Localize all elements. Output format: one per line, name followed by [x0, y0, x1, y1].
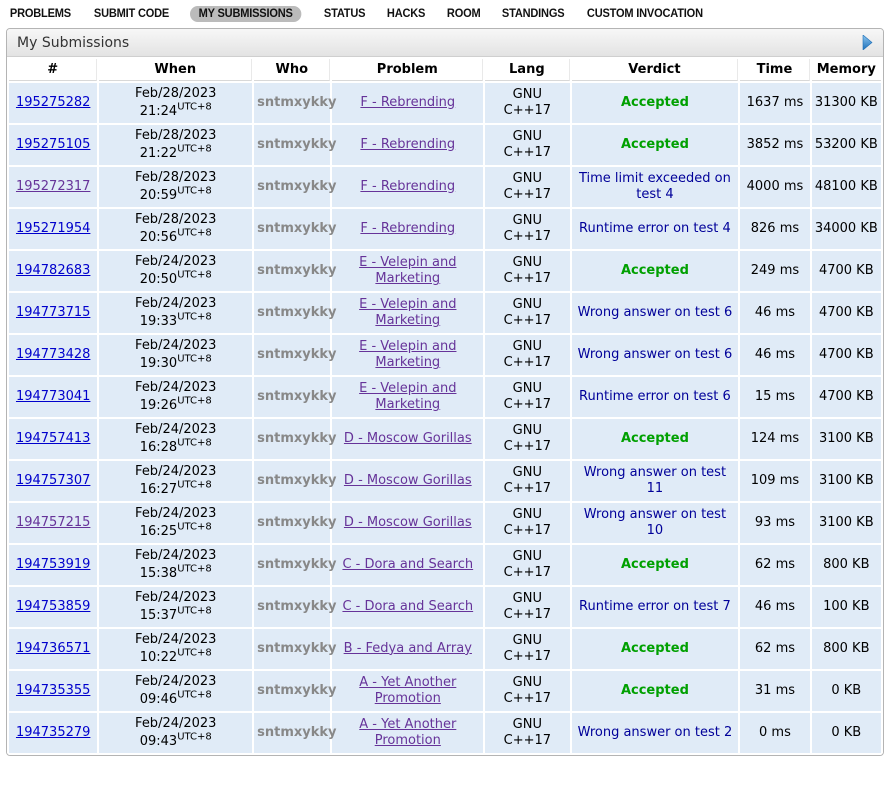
submission-lang: GNU C++17 [485, 587, 569, 627]
submission-id-link[interactable]: 194735355 [15, 682, 91, 698]
submission-lang: GNU C++17 [485, 293, 569, 333]
submission-verdict: Time limit exceeded on test 4 [578, 170, 731, 202]
submission-memory: 4700 KB [812, 335, 881, 375]
table-row [9, 335, 881, 375]
nav-tab-submit-code[interactable]: SUBMIT CODE [93, 8, 169, 20]
submission-id-link[interactable]: 194782683 [15, 262, 91, 278]
submission-exec-time: 46 ms [740, 335, 809, 375]
submission-exec-time: 4000 ms [740, 167, 809, 207]
submission-author: sntmxykky [257, 430, 337, 446]
timezone-label: UTC+8 [177, 143, 212, 155]
submission-exec-time: 249 ms [740, 251, 809, 291]
submission-author: sntmxykky [257, 640, 337, 656]
submission-id-link[interactable]: 195272317 [15, 178, 91, 194]
submission-memory: 0 KB [812, 713, 881, 753]
submission-verdict: Wrong answer on test 2 [577, 724, 733, 740]
table-header-row [9, 59, 881, 81]
submission-exec-time: 1637 ms [740, 83, 809, 123]
nav-tab-status[interactable]: STATUS [323, 8, 366, 20]
submission-time-of-day: $09:43^{UTC+8}$ [139, 731, 212, 750]
submission-time-of-day: $20:59^{UTC+8}$ [139, 185, 212, 204]
submission-when [99, 167, 252, 207]
submission-author: sntmxykky [257, 388, 337, 404]
submission-memory: 34000 KB [812, 209, 881, 249]
submission-when [99, 503, 252, 543]
submission-exec-time: 46 ms [740, 587, 809, 627]
timezone-label: UTC+8 [177, 731, 212, 743]
submission-id-link[interactable]: 195275282 [15, 94, 91, 110]
submission-id-link[interactable]: 194757307 [15, 472, 91, 488]
submission-when [99, 209, 252, 249]
problem-link[interactable]: A - Yet Another Promotion [359, 674, 457, 706]
column-header: Verdict [572, 59, 739, 81]
submission-time-of-day: $20:56^{UTC+8}$ [139, 227, 212, 246]
submission-verdict: Accepted [620, 262, 689, 278]
table-row [9, 671, 881, 711]
problem-link[interactable]: E - Velepin and Marketing [359, 380, 457, 412]
submission-when [99, 125, 252, 165]
timezone-label: UTC+8 [177, 311, 212, 323]
submission-date: Feb/24/2023 [135, 295, 217, 311]
submission-verdict: Wrong answer on test 11 [583, 464, 727, 496]
submission-author: sntmxykky [257, 262, 337, 278]
submission-date: Feb/24/2023 [135, 589, 217, 605]
table-row [9, 503, 881, 543]
submission-time-of-day: $19:26^{UTC+8}$ [139, 395, 212, 414]
submission-time-of-day: $15:38^{UTC+8}$ [139, 563, 212, 582]
submission-when [99, 629, 252, 669]
submission-time-of-day: $16:27^{UTC+8}$ [139, 479, 212, 498]
submission-time-of-day: $16:28^{UTC+8}$ [139, 437, 212, 456]
submission-id-link[interactable]: 194735279 [15, 724, 91, 740]
submission-when [99, 251, 252, 291]
submission-exec-time: 46 ms [740, 293, 809, 333]
submission-time-of-day: $15:37^{UTC+8}$ [139, 605, 212, 624]
submission-exec-time: 31 ms [740, 671, 809, 711]
submission-exec-time: 3852 ms [740, 125, 809, 165]
timezone-label: UTC+8 [177, 647, 212, 659]
submission-lang: GNU C++17 [485, 419, 569, 459]
submission-when [99, 293, 252, 333]
submission-exec-time: 0 ms [740, 713, 809, 753]
timezone-label: UTC+8 [177, 101, 212, 113]
submission-memory: 0 KB [812, 671, 881, 711]
problem-link[interactable]: F - Rebrending [360, 136, 456, 152]
submission-verdict: Accepted [620, 430, 689, 446]
submission-date: Feb/28/2023 [135, 85, 217, 101]
submission-date: Feb/28/2023 [135, 211, 217, 227]
submission-when [99, 419, 252, 459]
timezone-label: UTC+8 [177, 563, 212, 575]
submission-verdict: Accepted [620, 556, 689, 572]
problem-link[interactable]: A - Yet Another Promotion [359, 716, 457, 748]
column-header: Lang [485, 59, 569, 81]
column-header: When [99, 59, 252, 81]
table-row [9, 587, 881, 627]
submission-lang: GNU C++17 [485, 167, 569, 207]
top-navigation [0, 0, 890, 27]
nav-tab-problems[interactable]: PROBLEMS [9, 8, 71, 20]
timezone-label: UTC+8 [177, 353, 212, 365]
submission-lang: GNU C++17 [485, 503, 569, 543]
submission-author: sntmxykky [257, 598, 337, 614]
submission-lang: GNU C++17 [485, 209, 569, 249]
submission-memory: 3100 KB [812, 503, 881, 543]
submission-exec-time: 109 ms [740, 461, 809, 501]
submission-when [99, 335, 252, 375]
submission-author: sntmxykky [257, 724, 337, 740]
problem-link[interactable]: D - Moscow Gorillas [343, 514, 472, 530]
submission-id-link[interactable]: 194736571 [15, 640, 91, 656]
submission-author: sntmxykky [257, 304, 337, 320]
submission-verdict: Runtime error on test 7 [579, 598, 731, 614]
problem-link[interactable]: E - Velepin and Marketing [359, 254, 457, 286]
submission-verdict: Accepted [620, 682, 689, 698]
submission-time-of-day: $09:46^{UTC+8}$ [139, 689, 212, 708]
nav-tab-room[interactable]: ROOM [446, 8, 481, 20]
submission-date: Feb/24/2023 [135, 673, 217, 689]
submission-author: sntmxykky [257, 346, 337, 362]
submission-memory: 48100 KB [812, 167, 881, 207]
submission-id-link[interactable]: 195275105 [15, 136, 91, 152]
nav-tab-my-submissions[interactable]: MY SUBMISSIONS [190, 6, 301, 22]
submission-verdict: Wrong answer on test 6 [577, 304, 733, 320]
problem-link[interactable]: C - Dora and Search [342, 598, 474, 614]
submission-verdict: Accepted [620, 94, 689, 110]
submission-date: Feb/24/2023 [135, 463, 217, 479]
table-row [9, 377, 881, 417]
problem-link[interactable]: D - Moscow Gorillas [343, 430, 472, 446]
table-row [9, 461, 881, 501]
submission-when [99, 587, 252, 627]
problem-link[interactable]: C - Dora and Search [342, 556, 474, 572]
submission-author: sntmxykky [257, 472, 337, 488]
submission-id-link[interactable]: 194773041 [15, 388, 91, 404]
submission-lang: GNU C++17 [485, 545, 569, 585]
submission-id-link[interactable]: 195271954 [15, 220, 91, 236]
column-header: # [9, 59, 97, 81]
submission-id-link[interactable]: 194753919 [15, 556, 91, 572]
submission-verdict: Accepted [620, 640, 689, 656]
column-header: Problem [332, 59, 483, 81]
timezone-label: UTC+8 [177, 479, 212, 491]
submission-lang: GNU C++17 [485, 629, 569, 669]
timezone-label: UTC+8 [177, 269, 212, 281]
submission-when [99, 713, 252, 753]
submission-author: sntmxykky [257, 682, 337, 698]
submission-exec-time: 826 ms [740, 209, 809, 249]
submission-id-link[interactable]: 194773428 [15, 346, 91, 362]
submission-author: sntmxykky [257, 178, 337, 194]
submission-time-of-day: $10:22^{UTC+8}$ [139, 647, 212, 666]
submission-time-of-day: $19:30^{UTC+8}$ [139, 353, 212, 372]
timezone-label: UTC+8 [177, 395, 212, 407]
problem-link[interactable]: E - Velepin and Marketing [359, 338, 457, 370]
submission-memory: 4700 KB [812, 293, 881, 333]
submission-time-of-day: $20:50^{UTC+8}$ [139, 269, 212, 288]
table-row [9, 629, 881, 669]
submission-exec-time: 124 ms [740, 419, 809, 459]
submission-time-of-day: $21:24^{UTC+8}$ [139, 101, 212, 120]
column-header: Who [254, 59, 330, 81]
submission-date: Feb/24/2023 [135, 631, 217, 647]
submission-date: Feb/24/2023 [135, 505, 217, 521]
problem-link[interactable]: F - Rebrending [360, 178, 456, 194]
submission-date: Feb/24/2023 [135, 547, 217, 563]
submission-memory: 800 KB [812, 545, 881, 585]
submission-author: sntmxykky [257, 220, 337, 236]
submission-memory: 4700 KB [812, 251, 881, 291]
submission-memory: 53200 KB [812, 125, 881, 165]
table-row [9, 713, 881, 753]
submission-author: sntmxykky [257, 514, 337, 530]
timezone-label: UTC+8 [177, 521, 212, 533]
submission-time-of-day: $19:33^{UTC+8}$ [139, 311, 212, 330]
submission-when [99, 461, 252, 501]
submission-date: Feb/24/2023 [135, 421, 217, 437]
submission-lang: GNU C++17 [485, 713, 569, 753]
submission-verdict: Accepted [620, 136, 689, 152]
problem-link[interactable]: F - Rebrending [360, 94, 456, 110]
expand-arrow-icon[interactable] [862, 35, 873, 50]
submission-exec-time: 15 ms [740, 377, 809, 417]
timezone-label: UTC+8 [177, 437, 212, 449]
column-header: Memory [812, 59, 881, 81]
table-row [9, 251, 881, 291]
submission-memory: 3100 KB [812, 419, 881, 459]
nav-tab-standings[interactable]: STANDINGS [501, 8, 565, 20]
timezone-label: UTC+8 [177, 605, 212, 617]
submission-id-link[interactable]: 194773715 [15, 304, 91, 320]
submission-lang: GNU C++17 [485, 251, 569, 291]
panel-header [7, 29, 883, 57]
submission-date: Feb/24/2023 [135, 715, 217, 731]
submission-exec-time: 62 ms [740, 545, 809, 585]
submission-author: sntmxykky [257, 136, 337, 152]
my-submissions-panel [6, 28, 884, 756]
submission-date: Feb/24/2023 [135, 253, 217, 269]
submission-when [99, 545, 252, 585]
submission-memory: 800 KB [812, 629, 881, 669]
submissions-table [7, 57, 883, 755]
submission-memory: 3100 KB [812, 461, 881, 501]
submission-id-link[interactable]: 194757413 [15, 430, 91, 446]
panel-title: My Submissions [17, 34, 130, 51]
submission-memory: 31300 KB [812, 83, 881, 123]
submission-lang: GNU C++17 [485, 671, 569, 711]
submission-memory: 100 KB [812, 587, 881, 627]
table-row [9, 545, 881, 585]
submission-lang: GNU C++17 [485, 83, 569, 123]
submission-lang: GNU C++17 [485, 335, 569, 375]
table-row [9, 167, 881, 207]
submission-date: Feb/28/2023 [135, 169, 217, 185]
table-row [9, 209, 881, 249]
submission-author: sntmxykky [257, 94, 337, 110]
problem-link[interactable]: B - Fedya and Array [343, 640, 472, 656]
timezone-label: UTC+8 [177, 227, 212, 239]
submission-exec-time: 93 ms [740, 503, 809, 543]
nav-tab-custom-invocation[interactable]: CUSTOM INVOCATION [586, 8, 703, 20]
submission-memory: 4700 KB [812, 377, 881, 417]
submission-verdict: Wrong answer on test 6 [577, 346, 733, 362]
timezone-label: UTC+8 [177, 689, 212, 701]
table-row [9, 419, 881, 459]
submission-date: Feb/28/2023 [135, 127, 217, 143]
submission-lang: GNU C++17 [485, 461, 569, 501]
problem-link[interactable]: F - Rebrending [360, 220, 456, 236]
table-row [9, 125, 881, 165]
submission-time-of-day: $21:22^{UTC+8}$ [139, 143, 212, 162]
submission-exec-time: 62 ms [740, 629, 809, 669]
submission-date: Feb/24/2023 [135, 337, 217, 353]
submission-date: Feb/24/2023 [135, 379, 217, 395]
submission-time-of-day: $16:25^{UTC+8}$ [139, 521, 212, 540]
column-header: Time [740, 59, 809, 81]
nav-tab-hacks[interactable]: HACKS [386, 8, 426, 20]
table-row [9, 293, 881, 333]
submission-lang: GNU C++17 [485, 125, 569, 165]
problem-link[interactable]: E - Velepin and Marketing [359, 296, 457, 328]
submission-id-link[interactable]: 194753859 [15, 598, 91, 614]
submission-lang: GNU C++17 [485, 377, 569, 417]
submission-when [99, 83, 252, 123]
submission-verdict: Runtime error on test 4 [579, 220, 731, 236]
problem-link[interactable]: D - Moscow Gorillas [343, 472, 472, 488]
submission-verdict: Wrong answer on test 10 [583, 506, 727, 538]
submission-verdict: Runtime error on test 6 [579, 388, 731, 404]
submission-author: sntmxykky [257, 556, 337, 572]
submission-when [99, 671, 252, 711]
timezone-label: UTC+8 [177, 185, 212, 197]
table-row [9, 83, 881, 123]
submission-id-link[interactable]: 194757215 [15, 514, 91, 530]
submission-when [99, 377, 252, 417]
